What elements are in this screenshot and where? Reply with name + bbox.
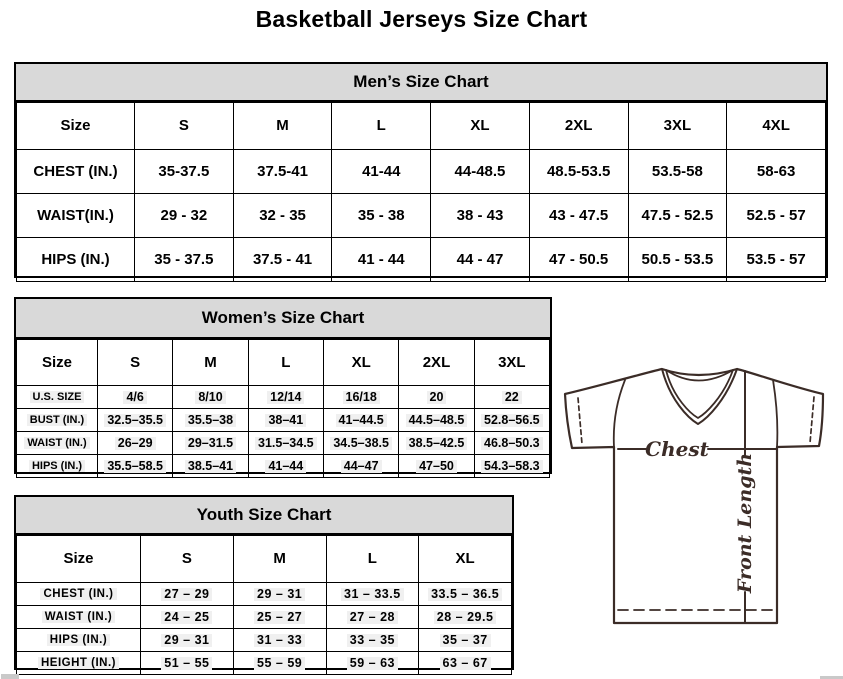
column-header-s: S (98, 340, 173, 386)
size-value-cell: 31 – 33.5 (326, 583, 419, 606)
size-value-cell: 47.5 - 52.5 (628, 194, 727, 238)
page-title: Basketball Jerseys Size Chart (255, 6, 588, 32)
mens-chart-title: Men’s Size Chart (16, 64, 826, 102)
left-armhole-seam (614, 380, 625, 447)
size-value-cell: 31 – 33 (233, 629, 326, 652)
table-row (17, 386, 550, 409)
mens-size-table (16, 102, 826, 282)
size-value-cell: 53.5-58 (628, 150, 727, 194)
size-value-cell: 35 - 38 (332, 194, 431, 238)
size-value-cell: 63 – 67 (419, 652, 512, 675)
column-header-l: L (332, 103, 431, 150)
size-value-cell: 38.5–41 (173, 455, 248, 478)
size-value-cell: 38 - 43 (431, 194, 530, 238)
size-value-cell: 29 - 32 (135, 194, 234, 238)
size-value-cell: 35.5–58.5 (98, 455, 173, 478)
header-row (17, 340, 550, 386)
size-value-cell: 27 – 29 (141, 583, 234, 606)
youth-size-chart-section (14, 495, 514, 670)
front-length-measure-label: Front Length (734, 452, 756, 594)
size-value-cell: 32 - 35 (233, 194, 332, 238)
row-label: HIPS (IN.) (17, 629, 141, 652)
row-label: CHEST (IN.) (17, 583, 141, 606)
collar-v-inner (666, 370, 733, 418)
size-value-cell: 44-48.5 (431, 150, 530, 194)
size-value-cell: 47–50 (399, 455, 474, 478)
table-row (17, 409, 550, 432)
column-header-l: L (326, 536, 419, 583)
table-row (17, 455, 550, 478)
row-label: HEIGHT (IN.) (17, 652, 141, 675)
size-value-cell: 4/6 (98, 386, 173, 409)
column-header-s: S (141, 536, 234, 583)
size-column-header: Size (17, 340, 98, 386)
size-value-cell: 35.5–38 (173, 409, 248, 432)
size-value-cell: 51 – 55 (141, 652, 234, 675)
size-value-cell: 24 – 25 (141, 606, 234, 629)
row-label: U.S. SIZE (17, 386, 98, 409)
row-label: WAIST(IN.) (17, 194, 135, 238)
size-value-cell: 52.5 - 57 (727, 194, 826, 238)
column-header-m: M (233, 536, 326, 583)
collar-v-outer (662, 369, 737, 424)
chest-measure-label: Chest (645, 437, 709, 461)
size-value-cell: 59 – 63 (326, 652, 419, 675)
size-column-header: Size (17, 536, 141, 583)
column-header-l: L (248, 340, 323, 386)
right-cuff-stitch-dashes (810, 397, 814, 443)
size-value-cell: 20 (399, 386, 474, 409)
size-value-cell: 44.5–48.5 (399, 409, 474, 432)
column-header-2xl: 2XL (399, 340, 474, 386)
size-value-cell: 27 – 28 (326, 606, 419, 629)
column-header-xl: XL (323, 340, 398, 386)
size-value-cell: 8/10 (173, 386, 248, 409)
right-armhole-seam (773, 380, 777, 447)
table-row (17, 194, 826, 238)
size-value-cell: 44 - 47 (431, 238, 530, 282)
scrollbar-fragment-left (1, 674, 19, 679)
size-value-cell: 55 – 59 (233, 652, 326, 675)
size-value-cell: 53.5 - 57 (727, 238, 826, 282)
table-row (17, 150, 826, 194)
column-header-3xl: 3XL (474, 340, 549, 386)
column-header-m: M (233, 103, 332, 150)
column-header-xl: XL (419, 536, 512, 583)
size-value-cell: 47 - 50.5 (529, 238, 628, 282)
jersey-body-outline (565, 369, 823, 623)
size-value-cell: 34.5–38.5 (323, 432, 398, 455)
size-value-cell: 31.5–34.5 (248, 432, 323, 455)
row-label: HIPS (IN.) (17, 455, 98, 478)
header-row (17, 536, 512, 583)
size-value-cell: 29 – 31 (141, 629, 234, 652)
size-value-cell: 32.5–35.5 (98, 409, 173, 432)
womens-size-table (16, 339, 550, 478)
mens-size-chart-section (14, 62, 828, 278)
row-label: WAIST (IN.) (17, 432, 98, 455)
size-value-cell: 29–31.5 (173, 432, 248, 455)
womens-chart-title: Women’s Size Chart (16, 299, 550, 339)
table-row (17, 238, 826, 282)
size-value-cell: 26–29 (98, 432, 173, 455)
size-value-cell: 37.5 - 41 (233, 238, 332, 282)
size-value-cell: 33 – 35 (326, 629, 419, 652)
column-header-2xl: 2XL (529, 103, 628, 150)
size-value-cell: 41-44 (332, 150, 431, 194)
table-row (17, 583, 512, 606)
size-value-cell: 41–44 (248, 455, 323, 478)
size-column-header: Size (17, 103, 135, 150)
column-header-4xl: 4XL (727, 103, 826, 150)
size-value-cell: 41–44.5 (323, 409, 398, 432)
size-value-cell: 35 – 37 (419, 629, 512, 652)
jersey-outline-drawing (555, 360, 843, 660)
size-value-cell: 43 - 47.5 (529, 194, 628, 238)
column-header-s: S (135, 103, 234, 150)
size-value-cell: 58-63 (727, 150, 826, 194)
size-value-cell: 44–47 (323, 455, 398, 478)
header-row (17, 103, 826, 150)
row-label: CHEST (IN.) (17, 150, 135, 194)
size-value-cell: 46.8–50.3 (474, 432, 549, 455)
size-value-cell: 29 – 31 (233, 583, 326, 606)
size-value-cell: 54.3–58.3 (474, 455, 549, 478)
table-row (17, 652, 512, 675)
size-value-cell: 33.5 – 36.5 (419, 583, 512, 606)
column-header-3xl: 3XL (628, 103, 727, 150)
womens-size-chart-section (14, 297, 552, 474)
column-header-xl: XL (431, 103, 530, 150)
size-value-cell: 50.5 - 53.5 (628, 238, 727, 282)
size-value-cell: 38–41 (248, 409, 323, 432)
row-label: WAIST (IN.) (17, 606, 141, 629)
youth-size-table (16, 535, 512, 675)
row-label: HIPS (IN.) (17, 238, 135, 282)
size-value-cell: 16/18 (323, 386, 398, 409)
size-value-cell: 35-37.5 (135, 150, 234, 194)
left-cuff-stitch-dashes (578, 398, 582, 444)
jersey-measurement-diagram (555, 360, 843, 660)
size-value-cell: 22 (474, 386, 549, 409)
size-value-cell: 52.8–56.5 (474, 409, 549, 432)
size-value-cell: 35 - 37.5 (135, 238, 234, 282)
table-row (17, 629, 512, 652)
size-value-cell: 25 – 27 (233, 606, 326, 629)
size-value-cell: 41 - 44 (332, 238, 431, 282)
size-value-cell: 48.5-53.5 (529, 150, 628, 194)
table-row (17, 432, 550, 455)
row-label: BUST (IN.) (17, 409, 98, 432)
table-row (17, 606, 512, 629)
youth-chart-title: Youth Size Chart (16, 497, 512, 535)
size-value-cell: 28 – 29.5 (419, 606, 512, 629)
size-value-cell: 38.5–42.5 (399, 432, 474, 455)
column-header-m: M (173, 340, 248, 386)
size-value-cell: 37.5-41 (233, 150, 332, 194)
size-value-cell: 12/14 (248, 386, 323, 409)
